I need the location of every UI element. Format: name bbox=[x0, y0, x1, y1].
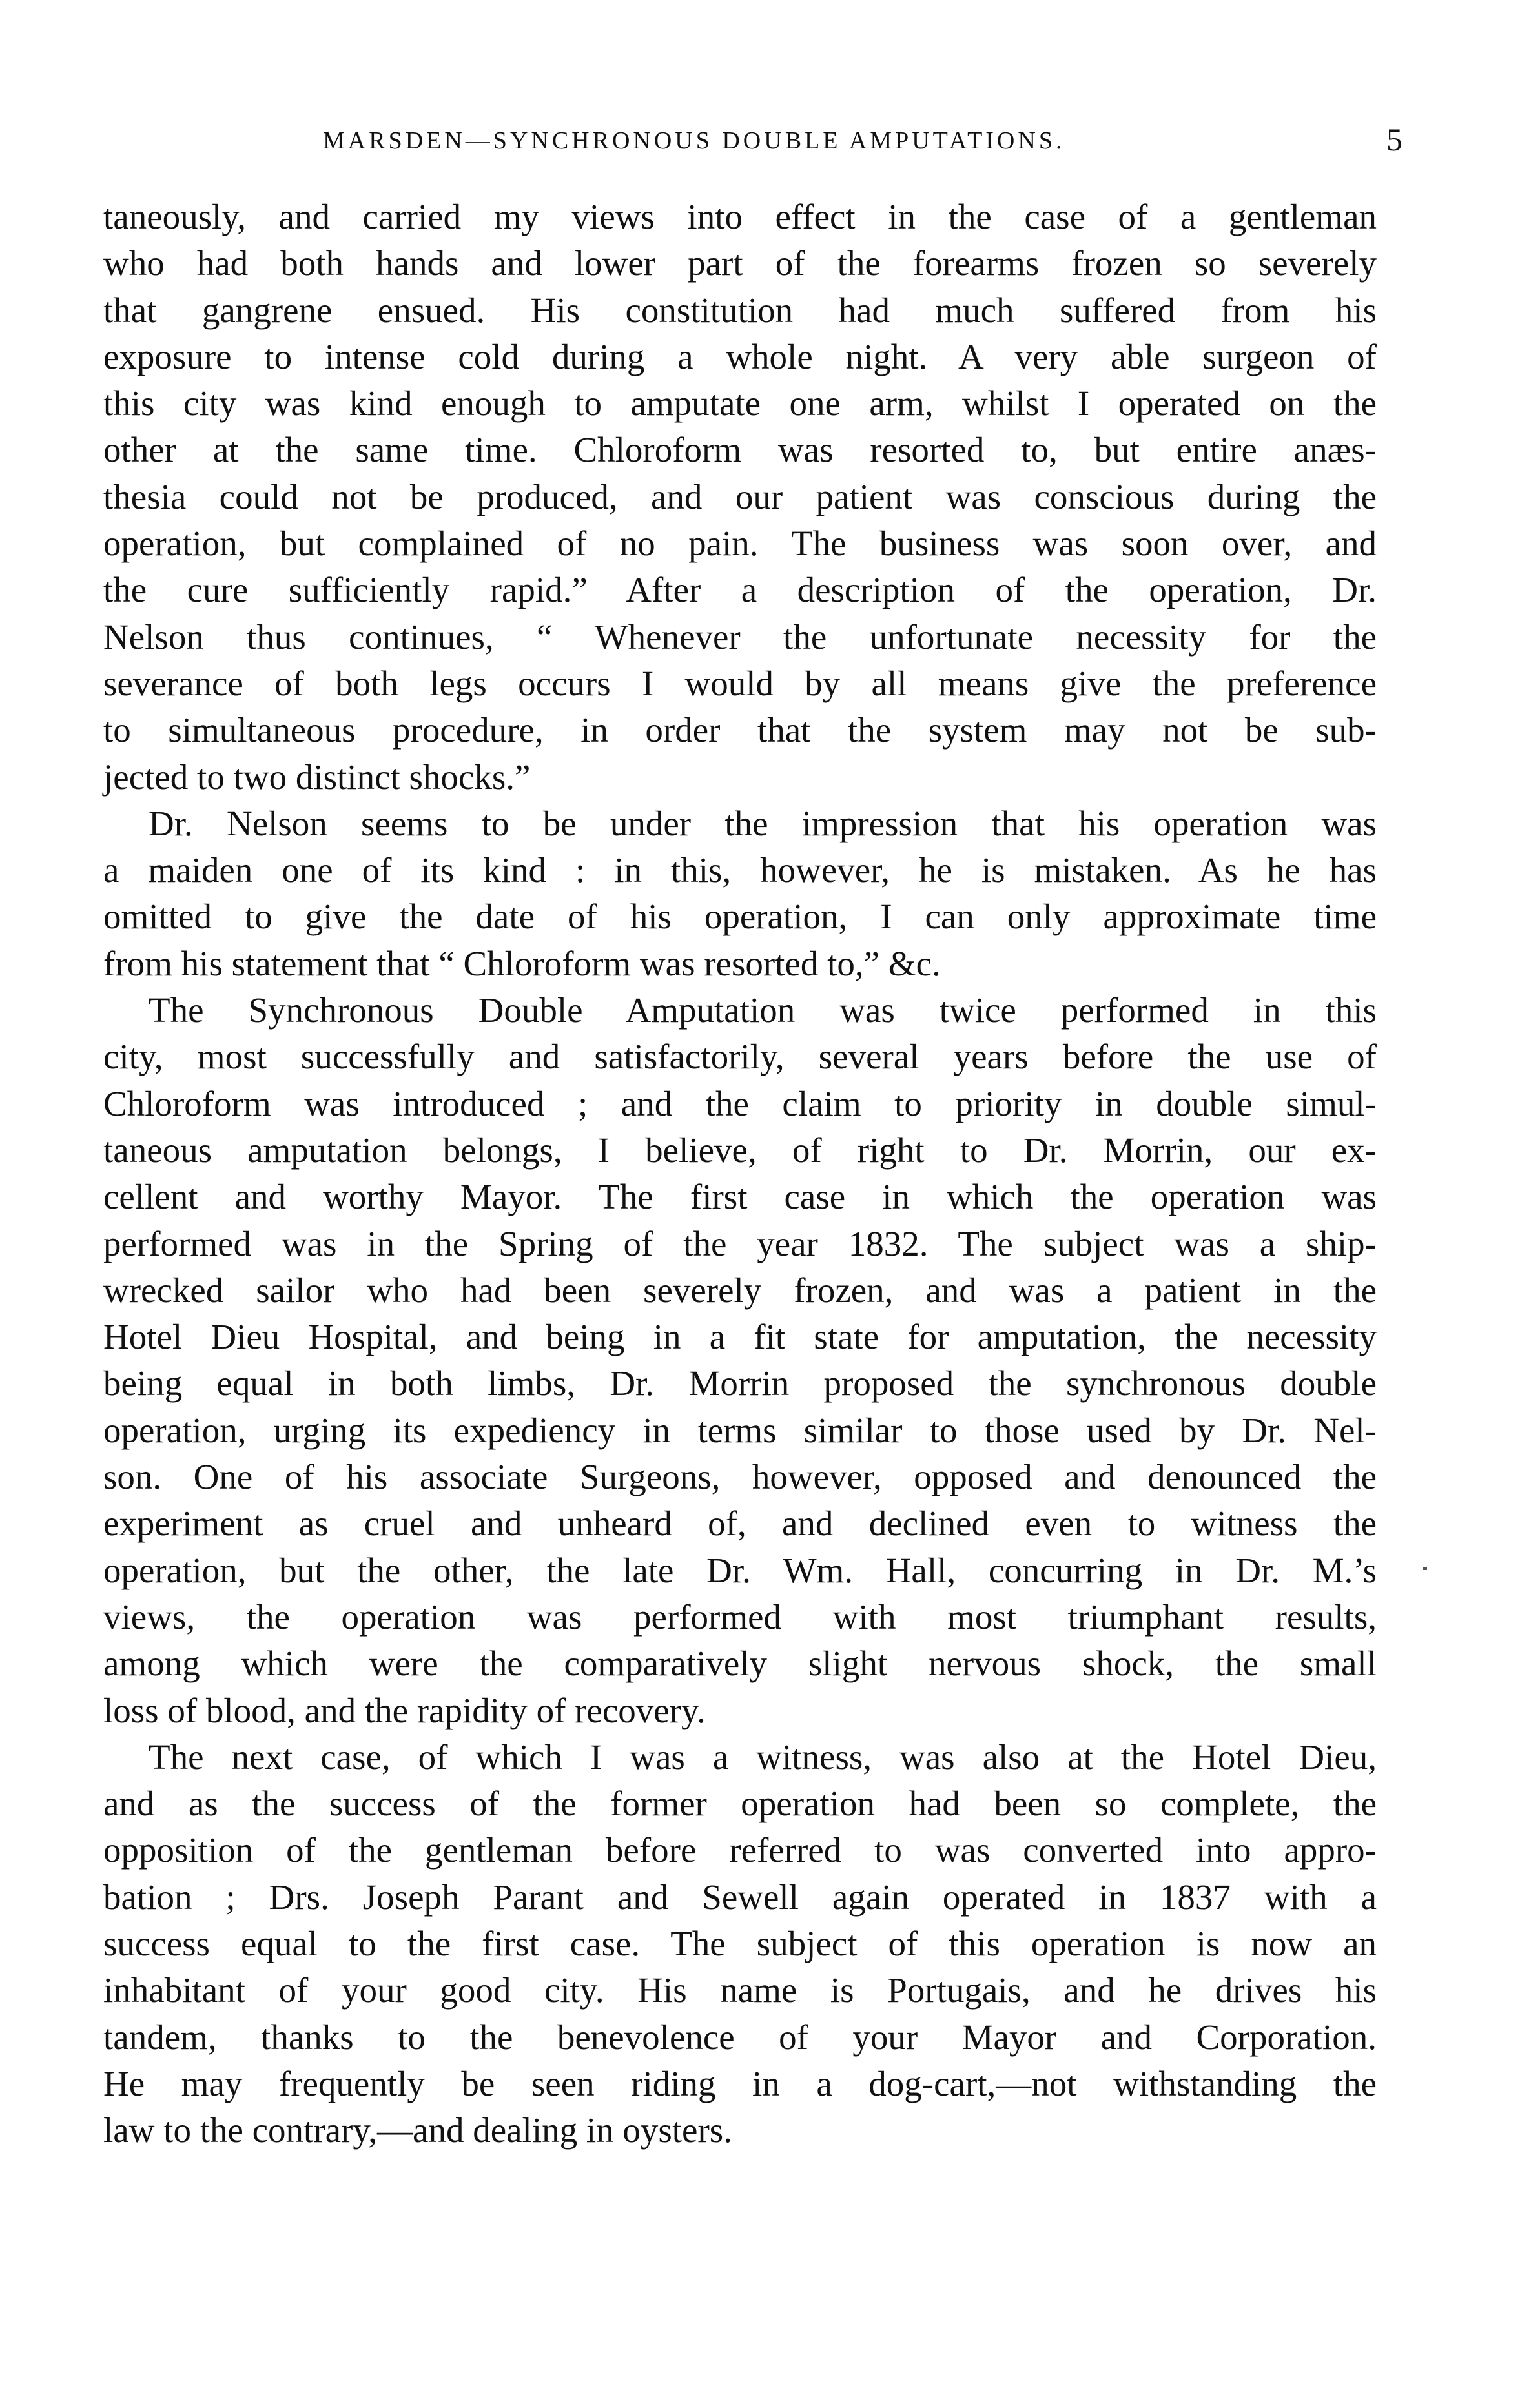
paragraph-continued bbox=[103, 194, 1377, 801]
text-line: exposure to intense cold during a whole night. A very able surgeon of bbox=[103, 336, 1377, 376]
text-line: city, most successfully and satisfactorily, several years before the use of bbox=[103, 1037, 1377, 1077]
text-line: experiment as cruel and unheard of, and declined even to witness the bbox=[103, 1504, 1377, 1544]
text-line: this city was kind enough to amputate one arm, whilst I operated on the bbox=[103, 383, 1377, 423]
text-line: the cure sufficiently rapid.” After a description of the operation, Dr. bbox=[103, 570, 1377, 610]
text-line: operation, but the other, the late Dr. Wm. Hall, concurring in Dr. M.’s bbox=[103, 1550, 1377, 1590]
text-line: The Synchronous Double Amputation was twice performed in this bbox=[149, 990, 1377, 1030]
text-line: views, the operation was performed with most triumphant results, bbox=[103, 1597, 1377, 1637]
body-text bbox=[103, 194, 1377, 2154]
text-line: wrecked sailor who had been severely frozen, and was a patient in the bbox=[103, 1270, 1377, 1310]
text-line: taneously, and carried my views into effect in the case of a gentleman bbox=[103, 197, 1377, 236]
text-line: and as the success of the former operation had been so complete, the bbox=[103, 1784, 1377, 1824]
text-line: inhabitant of your good city. His name is Portugais, and he drives his bbox=[103, 1970, 1377, 2010]
text-line: omitted to give the date of his operation, I can only approximate time bbox=[103, 897, 1377, 937]
text-line: cellent and worthy Mayor. The first case in which the operation was bbox=[103, 1177, 1377, 1217]
text-line: from his statement that “ Chloroform was resorted to,” &c. bbox=[103, 943, 941, 983]
paragraph-first-case bbox=[103, 987, 1377, 1734]
text-line: bation ; Drs. Joseph Parant and Sewell again operated in 1837 with a bbox=[103, 1877, 1377, 1917]
running-title: MARSDEN—SYNCHRONOUS DOUBLE AMPUTATIONS. bbox=[323, 127, 1065, 154]
paragraph-next-case bbox=[103, 1734, 1377, 2154]
text-line: The next case, of which I was a witness, was also at the Hotel Dieu, bbox=[149, 1737, 1377, 1777]
text-line: Dr. Nelson seems to be under the impression that his operation was bbox=[149, 803, 1377, 843]
text-line: tandem, thanks to the benevolence of your Mayor and Corporation. bbox=[103, 2017, 1377, 2057]
text-line: law to the contrary,—and dealing in oysters. bbox=[103, 2110, 732, 2150]
text-line: performed was in the Spring of the year 1832. The subject was a ship- bbox=[103, 1223, 1377, 1263]
text-line: operation, but complained of no pain. The business was soon over, and bbox=[103, 524, 1377, 564]
text-line: taneous amputation belongs, I believe, of right to Dr. Morrin, our ex- bbox=[103, 1130, 1377, 1170]
text-line: severance of both legs occurs I would by all means give the preference bbox=[103, 663, 1377, 703]
text-line: success equal to the first case. The subject of this operation is now an bbox=[103, 1923, 1377, 1963]
text-line: opposition of the gentleman before referred to was converted into appro- bbox=[103, 1830, 1377, 1870]
text-line: Nelson thus continues, “ Whenever the unfortunate necessity for the bbox=[103, 617, 1377, 657]
text-line: Chloroform was introduced ; and the claim to priority in double simul- bbox=[103, 1083, 1377, 1123]
margin-speck bbox=[1423, 1567, 1427, 1570]
text-line: that gangrene ensued. His constitution had much suffered from his bbox=[103, 290, 1377, 330]
text-line: loss of blood, and the rapidity of recovery. bbox=[103, 1690, 706, 1730]
text-line: to simultaneous procedure, in order that the system may not be sub- bbox=[103, 710, 1377, 750]
text-line: a maiden one of its kind : in this, however, he is mistaken. As he has bbox=[103, 850, 1377, 890]
text-line: who had both hands and lower part of the forearms frozen so severely bbox=[103, 243, 1377, 283]
text-line: operation, urging its expediency in terms similar to those used by Dr. Nel- bbox=[103, 1410, 1377, 1450]
text-line: other at the same time. Chloroform was resorted to, but entire anæs- bbox=[103, 430, 1377, 470]
paragraph-nelson-impression bbox=[103, 801, 1377, 987]
text-line: thesia could not be produced, and our patient was conscious during the bbox=[103, 476, 1377, 516]
text-line: son. One of his associate Surgeons, however, opposed and denounced the bbox=[103, 1457, 1377, 1497]
page-number: 5 bbox=[1386, 121, 1402, 158]
text-line: among which were the comparatively slight nervous shock, the small bbox=[103, 1644, 1377, 1684]
running-head bbox=[103, 121, 1402, 160]
text-line: being equal in both limbs, Dr. Morrin proposed the synchronous double bbox=[103, 1363, 1377, 1403]
text-line: He may frequently be seen riding in a dog-cart,—not withstanding the bbox=[103, 2063, 1377, 2103]
text-line: jected to two distinct shocks.” bbox=[103, 757, 531, 797]
text-line: Hotel Dieu Hospital, and being in a fit state for amputation, the necessity bbox=[103, 1317, 1377, 1357]
